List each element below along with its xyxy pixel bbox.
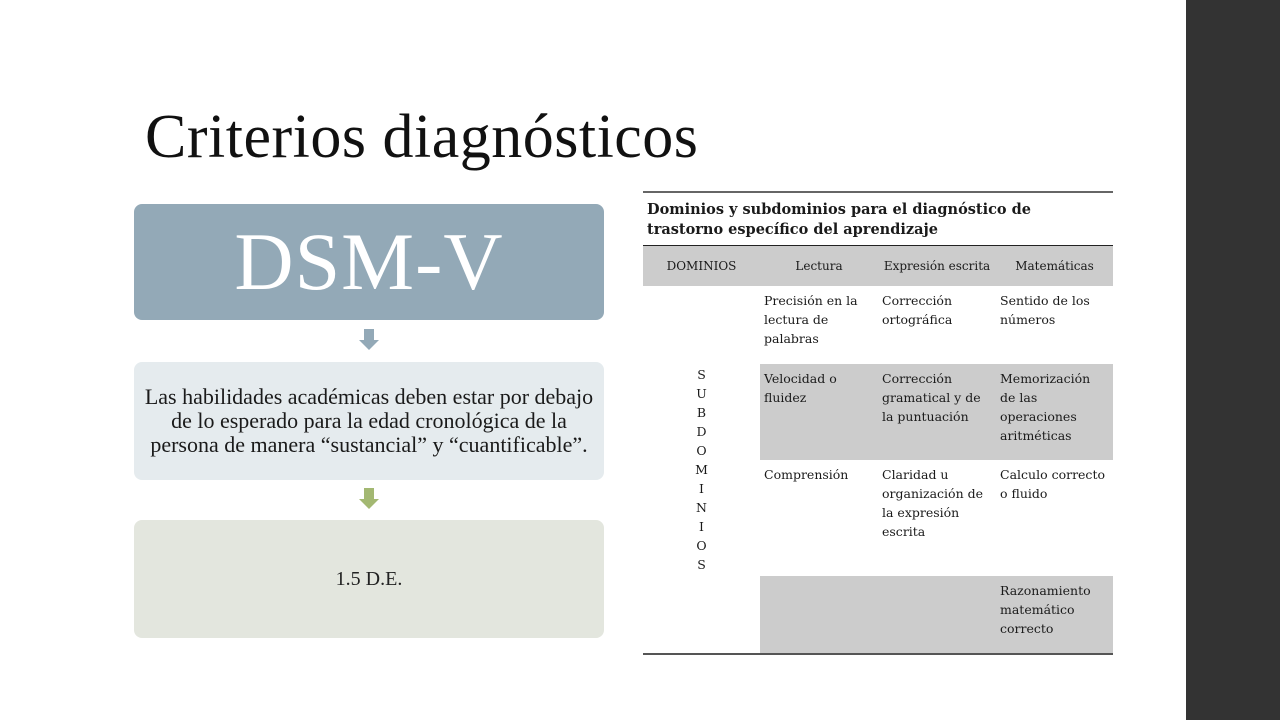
label-letter: B: [696, 404, 707, 420]
domains-table: [643, 191, 1113, 655]
cell-matematicas: Calculo correcto o fluido: [1000, 466, 1105, 501]
header-dominios: DOMINIOS: [643, 246, 760, 286]
label-letter: D: [696, 423, 707, 439]
cell-expresion-escrita: Claridad u organización de la expresión escrita: [882, 466, 983, 539]
label-letter: M: [695, 461, 708, 477]
cell-matematicas: Razonamiento matemático correcto: [996, 576, 1113, 654]
threshold-box: [134, 520, 604, 638]
table-caption: Dominios y subdominios para el diagnóstico de trastorno específico del aprendizaje: [643, 192, 1113, 246]
cell-matematicas: Sentido de los números: [1000, 292, 1090, 327]
header-lectura: Lectura: [760, 246, 878, 286]
label-letter: O: [696, 537, 707, 553]
label-letter: S: [697, 366, 706, 382]
cell-expresion-escrita: [878, 576, 996, 654]
header-matematicas: Matemáticas: [996, 246, 1113, 286]
cell-matematicas: Memorización de las operaciones aritméticas: [996, 364, 1113, 460]
cell-lectura: [760, 576, 878, 654]
dsm-v-box: [134, 204, 604, 320]
cell-lectura: Velocidad o fluidez: [760, 364, 878, 460]
cell-expresion-escrita: Corrección gramatical y de la puntuación: [878, 364, 996, 460]
table-row: [643, 286, 1113, 364]
table-header-row: [643, 246, 1113, 286]
criteria-box: [134, 362, 604, 480]
cell-lectura: Precisión en la lectura de palabras: [764, 292, 858, 346]
header-expresion-escrita: Expresión escrita: [878, 246, 996, 286]
down-arrow-icon: [359, 329, 379, 351]
label-letter: N: [696, 499, 707, 515]
label-letter: U: [696, 385, 707, 401]
label-letter: S: [697, 556, 706, 572]
slide-title: Criterios diagnósticos: [145, 103, 699, 171]
dsm-v-label: DSM-V: [234, 216, 504, 307]
label-letter: I: [699, 518, 704, 534]
label-letter: O: [696, 442, 707, 458]
cell-expresion-escrita: Corrección ortográfica: [882, 292, 953, 327]
subdominios-vertical-label: [643, 286, 760, 654]
label-letter: I: [699, 480, 704, 496]
cell-lectura: Comprensión: [764, 466, 849, 482]
down-arrow-icon: [359, 488, 379, 510]
criteria-text: Las habilidades académicas deben estar por debajo de lo esperado para la edad cronológica de la persona de manera “sustancial” y “cuantificable”.: [144, 384, 594, 457]
threshold-text: 1.5 D.E.: [335, 567, 403, 590]
right-side-bar: [1186, 0, 1280, 720]
